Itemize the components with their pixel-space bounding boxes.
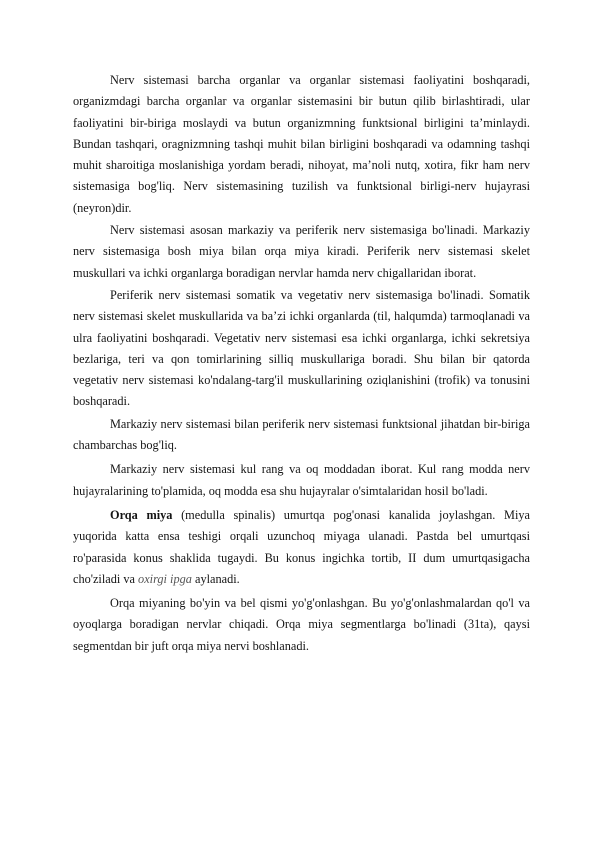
paragraph-functional-link: Markaziy nerv sistemasi bilan periferik nerv sistemasi funktsional jihatdan bir-biriga chambarchas bog'liq.: [73, 416, 530, 453]
paragraph-grey-white-matter: Markaziy nerv sistemasi kul rang va oq moddadan iborat. Kul rang modda nerv hujayralarining to'plamida, oq modda esa shu hujayralar o'simtalaridan hosil bo'ladi.: [73, 462, 530, 498]
paragraph-nervous-system-functions: Nerv sistemasi barcha organlar va organlar sistemasi faoliyatini boshqaradi, organizmdagi barcha organlar va organlar sistemasini bir butun qilib birlashtiradi, ular faoliyatini bir-biriga moslaydi va butun organizmning funktsional birligini ta’minlaydi. Bundan tashqari, oragnizmning tashqi muhit bilan birligini boshqaradi va odamning tashqi muhit sharoitiga moslanishiga yordam beradi, nihoyat, ma’noli nutq, xotira, fikr ham nerv sistemasiga bog'liq. Nerv sistemasining tuzilish va funktsional birligi-nerv hujayrasi (neyron)dir.: [73, 73, 530, 215]
paragraph-spinal-segments: Orqa miyaning bo'yin va bel qismi yo'g'onlashgan. Bu yo'g'onlashmalardan qo'l va oyoqlarga boradigan nervlar chiqadi. Orqa miya segmentlarga bo'linadi (31ta), qaysi segmentdan bir juft orqa miya nervi boshlanadi.: [73, 596, 530, 653]
paragraph-somatic-vegetative: Periferik nerv sistemasi somatik va vegetativ nerv sistemasiga bo'linadi. Somatik nerv sistemasi skelet muskullarida va ba’zi ichki organlarda (til, halqumda) tarmoqlanadi va ulra faoliyatini boshqaradi. Vegetativ nerv sistemasi esa ichki organlarga, ichki sekretsiya bezlariga, teri va qon tomirlarining silliq muskullariga boradi. Shu bilan bir qatorda vegetativ nerv sistemasi ko'ndalang-targ'il muskullarining oziqlanishini (trofik) va tonusini boshqaradi.: [73, 287, 530, 409]
spinal-cord-term: Orqa miya: [110, 507, 173, 522]
spinal-cord-ending: aylanadi.: [191, 571, 240, 586]
paragraph-spinal-cord: [73, 505, 530, 590]
spinal-cord-description: (medulla spinalis) umurtqa pog'onasi kanalida joylashgan. Miya yuqorida katta ensa teshigi orqali uzunchoq miyaga ulanadi. Pastda bel umurtqasi ro'parasida konus shaklida tugaydi. Bu konus ingichka tortib, II dum umurtqasigacha cho'ziladi va: [73, 507, 531, 586]
filum-terminale-term: oxirgi ipga: [138, 571, 192, 586]
document-page: [73, 70, 530, 657]
paragraph-central-peripheral-division: Nerv sistemasi asosan markaziy va periferik nerv sistemasiga bo'linadi. Markaziy nerv sistemasiga bosh miya bilan orqa miya kiradi. Periferik nerv sistemasi skelet muskullari va ichki organlarga boradigan nervlar hamda nerv chigallaridan iborat.: [73, 223, 530, 280]
